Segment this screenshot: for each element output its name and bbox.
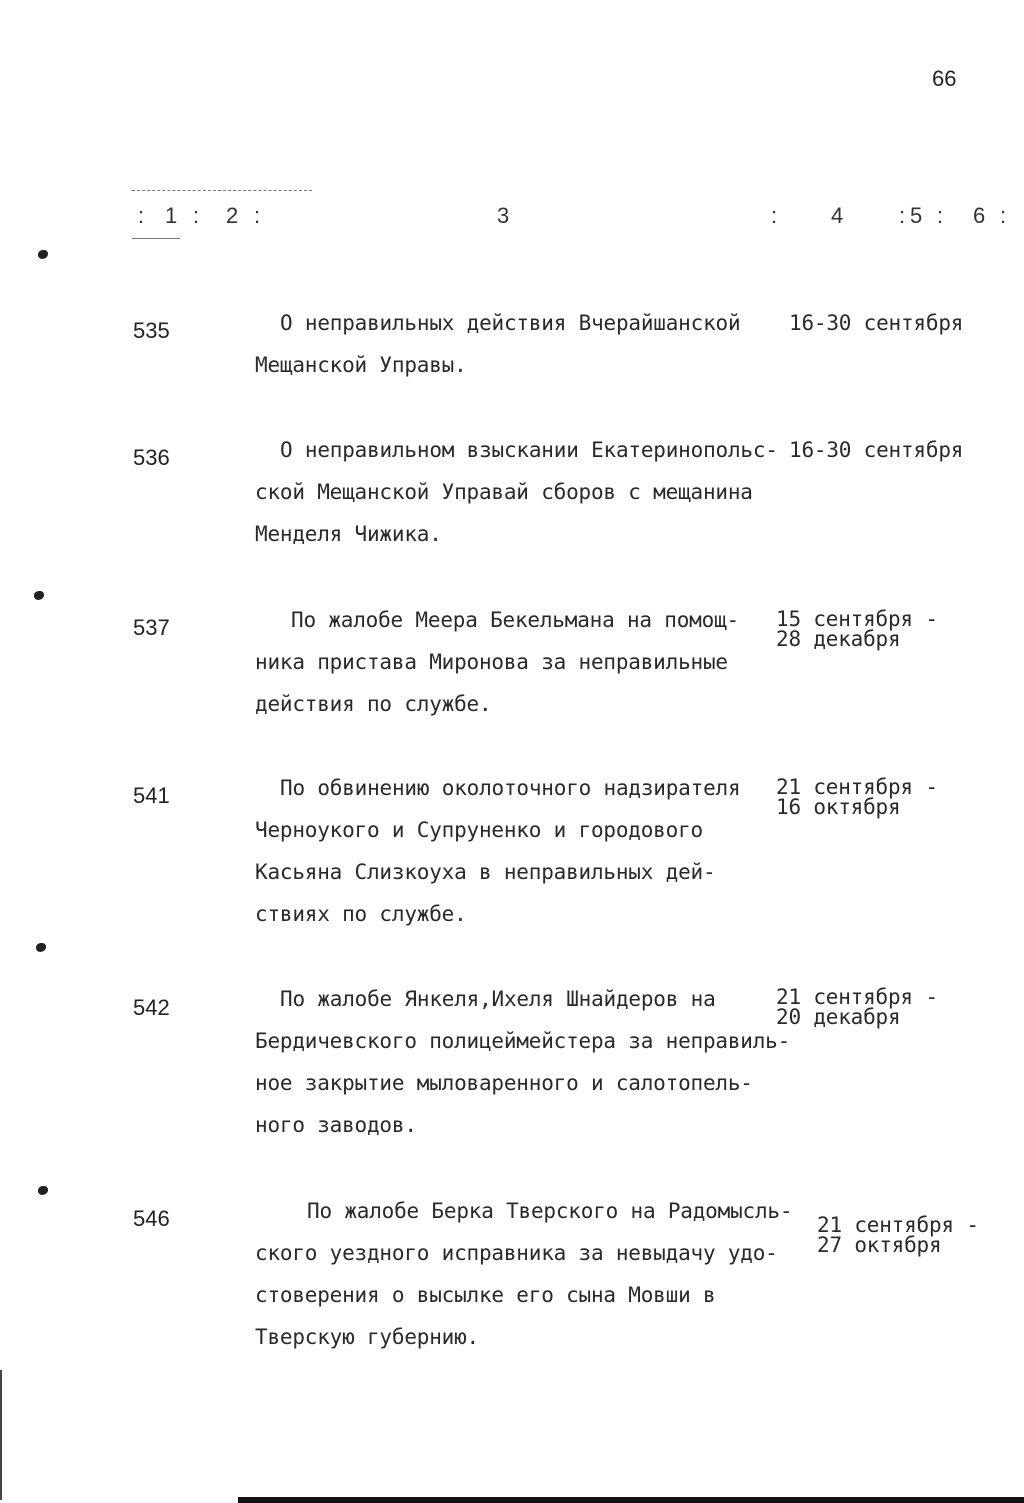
header-col-1: 1 (165, 203, 178, 228)
header-col-5: 5 (910, 203, 923, 228)
entry-line: ской Мещанской Управай сборов с мещанина (255, 480, 753, 504)
entry-line: По жалобе Меера Бекельмана на помощ- (291, 608, 739, 632)
entry-number: 542 (133, 995, 170, 1020)
header-col-2: 2 (226, 203, 239, 228)
header-colon: : (254, 203, 261, 228)
header-colon: : (937, 203, 944, 228)
entry-date (789, 438, 963, 462)
binding-mark (38, 1186, 48, 1195)
header-col-3: 3 (497, 203, 510, 228)
scan-bottom-edge (238, 1497, 1024, 1503)
entry-date (776, 609, 938, 649)
entry-line: Менделя Чижика. (255, 522, 442, 546)
entry-line: О неправильном взыскании Екатеринопольс- (280, 438, 778, 462)
entry-line: Мещанской Управы. (255, 353, 467, 377)
entry-text (255, 599, 775, 725)
entry-date (776, 777, 938, 817)
header-colon: : (1000, 203, 1007, 228)
entry-date (789, 311, 963, 335)
date-line: 15 сентября - (776, 607, 938, 631)
date-line: 28 декабря (776, 627, 901, 651)
date-line: 21 сентября - (817, 1213, 979, 1237)
binding-mark (36, 943, 46, 952)
entry-number: 546 (133, 1206, 170, 1231)
header-col-6: 6 (973, 203, 986, 228)
entry-text (255, 978, 791, 1146)
entry-date (817, 1215, 979, 1255)
entry-text (255, 429, 778, 555)
entry-line: По жалобе Янкеля,Ихеля Шнайдеров на (280, 987, 716, 1011)
entry-line: ского уездного исправника за невыдачу удо- (255, 1241, 778, 1265)
binding-mark (34, 591, 44, 600)
entry-text (255, 767, 775, 935)
entry-line: Касьяна Слизкоуха в неправильных дей- (255, 860, 716, 884)
entry-line: Бердичевского полицеймейстера за неправиль- (255, 1029, 791, 1053)
entry-line: ного заводов. (255, 1113, 417, 1137)
entry-text (255, 302, 775, 386)
entry-number: 535 (133, 318, 170, 343)
entry-date (776, 987, 938, 1027)
entry-line: ствиях по службе. (255, 902, 467, 926)
date-line: 16-30 сентября (789, 311, 964, 335)
entry-line: Тверскую губернию. (255, 1325, 479, 1349)
entry-line: стоверения о высылке его сына Мовши в (255, 1283, 716, 1307)
entry-line: О неправильных действия Вчерайшанской (280, 311, 741, 335)
entry-number: 537 (133, 615, 170, 640)
page-number: 66 (932, 66, 957, 91)
entry-line: По жалобе Берка Тверского на Радомысль- (307, 1199, 793, 1223)
entry-number: 541 (133, 783, 170, 808)
binding-mark (38, 250, 48, 259)
entry-line: ное закрытие мыловаренного и салотопель- (255, 1071, 753, 1095)
header-colon: : (771, 203, 778, 228)
header-colon: : (193, 203, 200, 228)
entry-text (255, 1190, 793, 1358)
date-line: 16-30 сентября (789, 438, 964, 462)
entry-number: 536 (133, 445, 170, 470)
header-colon: : (138, 203, 145, 228)
header-rule-top (132, 190, 312, 191)
date-line: 16 октября (776, 795, 901, 819)
date-line: 20 декабря (776, 1005, 901, 1029)
header-rule-bottom (132, 238, 180, 239)
entry-line: действия по службе. (255, 692, 492, 716)
date-line: 21 сентября - (776, 775, 938, 799)
date-line: 27 октября (817, 1233, 942, 1257)
entry-line: Черноукого и Супруненко и городового (255, 818, 703, 842)
header-col-4: 4 (831, 203, 844, 228)
date-line: 21 сентября - (776, 985, 938, 1009)
scan-edge (0, 1370, 2, 1500)
header-colon: : (899, 203, 906, 228)
entry-line: ника пристава Миронова за неправильные (255, 650, 728, 674)
entry-line: По обвинению околоточного надзирателя (280, 776, 741, 800)
